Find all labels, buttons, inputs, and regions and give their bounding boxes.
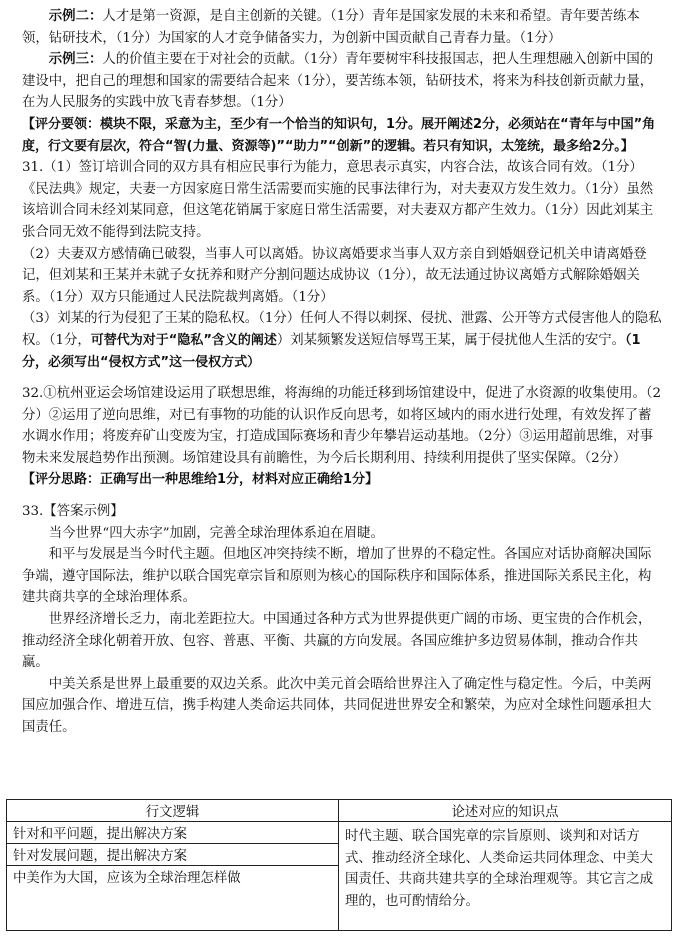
- q31-part1: 31.（1）签订培训合同的双方具有相应民事行为能力，意思表示真实，内容合法，故该合同有效。（1分）《民法典》规定，夫妻一方因家庭日常生活需要而实施的民事法律行为，对夫妻双方发生效力。（1分）虽然该培训合同未经刘某同意，但这笔花销属于家庭日常生活需要，对夫妻双方都产生效力。（1分）因此刘某主张合同无效不能得到法院支持。: [22, 160, 654, 240]
- table-header-knowledge: 论述对应的知识点: [339, 800, 672, 822]
- example-three-label: 示例三：: [48, 51, 103, 68]
- q31-part3-grading: （1分，必须写出“侵权方式”这一侵权方式）: [22, 332, 641, 370]
- table-row: [7, 822, 672, 844]
- answer-page: [22, 6, 662, 739]
- table-cell-logic: 针对发展问题，提出解决方案: [7, 844, 339, 866]
- example-two: [22, 6, 662, 49]
- example-two-label: 示例二：: [48, 8, 103, 24]
- q32-grading-note: 【评分思路：正确写出一种思维给1分，材料对应正确给1分】: [22, 472, 379, 488]
- q33-paragraph: 和平与发展是当今时代主题。但地区冲突持续不断，增加了世界的不稳定性。各国应对话协商解决国际争端，遵守国际法，维护以联合国宪章宗旨和原则为核心的国际秩序和国际体系，推进国际关系民主化，构建共商共享的全球治理体系。: [22, 547, 652, 606]
- q31-part3: [22, 308, 662, 373]
- grading-note-30: 【评分要领：模块不限，采意为主，至少有一个恰当的知识句，1分。展开阐述2分，必须站在“青年与中国”角度，行文要有层次，符合“智(力量、资源等)”“助力”“创新”的逻辑。若只有知识，太笼统，最多给2分。】: [22, 116, 656, 154]
- example-two-text: 人才是第一资源，是自主创新的关键。（1分）青年是国家发展的未来和希望。青年要苦练本领，钻研技术，（1分）为国家的人才竞争储备实力，为创新中国贡献自己青春力量。（1分）: [22, 9, 640, 46]
- q31-part3-text: （3）刘某的行为侵犯了王某的隐私权。（1分）任何人不得以刺探、侵扰、泄露、公开等方式侵害他人的隐私权。（1分，: [22, 311, 662, 348]
- q31-part3-text2: ）刘某频繁发送短信辱骂王某，属于侵扰他人生活的安宁。: [276, 332, 626, 348]
- table-cell-logic: 中美作为大国，应该为全球治理怎样做: [7, 866, 339, 931]
- logic-table: [6, 799, 672, 931]
- table-cell-knowledge: 时代主题、联合国宪章的宗旨原则、谈判和对话方式、推动经济全球化、人类命运共同体理念、中美大国责任、共商共建共享的全球治理观等。其它言之成理的，也可酌情给分。: [339, 822, 672, 931]
- q33-paragraph: 当今世界“四大赤字”加剧，完善全球治理体系迫在眉睫。: [48, 525, 384, 541]
- q33-heading: 33.【答案示例】: [22, 504, 124, 520]
- q31-part2: （2）夫妻双方感情确已破裂，当事人可以离婚。协议离婚要求当事人双方亲自到婚姻登记机关申请离婚登记，但刘某和王某并未就子女抚养和财产分割问题达成协议（1分），故无法通过协议离婚方式解除婚姻关系。（1分）双方只能通过人民法院裁判离婚。（1分）: [22, 246, 647, 305]
- example-three: [22, 49, 662, 114]
- q32-answer: 32.①杭州亚运会场馆建设运用了联想思维，将海绵的功能迁移到场馆建设中，促进了水资源的收集使用。（2分）②运用了逆向思维，对已有事物的功能的认识作反向思考，如将区域内的雨水进行处理，有效发挥了蓄水调水作用；将废弃矿山变废为宝，打造成国际赛场和青少年攀岩运动基地。（2分）③运用超前思维，对事物未来发展趋势作出预测。场馆建设具有前瞻性，为今后长期利用、持续利用提供了坚实保障。（2分）: [22, 386, 662, 466]
- table-header-row: [7, 800, 672, 822]
- q33-paragraph: 中美关系是世界上最重要的双边关系。此次中美元首会晤给世界注入了确定性与稳定性。今后，中美两国应加强合作、增进互信，携手构建人类命运共同体，共同促进世界安全和繁荣，为应对全球性问题承担大国责任。: [22, 676, 652, 735]
- q31-part3-note: 可替代为对于“隐私”含义的阐述: [90, 332, 277, 348]
- example-three-text: 人的价值主要在于对社会的贡献。（1分）青年要树牢科技报国志，把人生理想融入创新中国的建设中，把自己的理想和国家的需要结合起来（1分），要苦练本领，钻研技术，将来为科技创新贡献力量，在为人民服务的实践中放飞青春梦想。（1分）: [22, 52, 654, 111]
- table-cell-logic: 针对和平问题，提出解决方案: [7, 822, 339, 844]
- q33-paragraph: 世界经济增长乏力，南北差距拉大。中国通过各种方式为世界提供更广阔的市场、更宝贵的合作机会，推动经济全球化朝着开放、包容、普惠、平衡、共赢的方向发展。各国应维护多边贸易体制，推动合作共赢。: [22, 612, 652, 671]
- table-header-logic: 行文逻辑: [7, 800, 339, 822]
